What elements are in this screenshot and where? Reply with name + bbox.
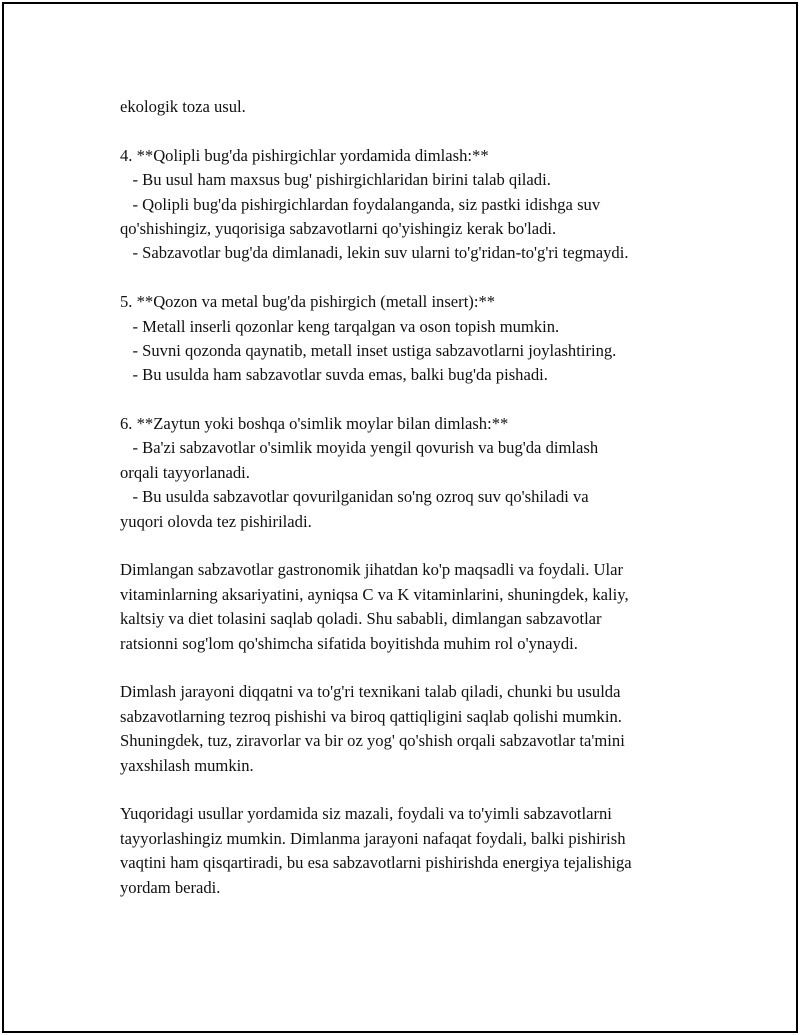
list-item-line: - Suvni qozonda qaynatib, metall inset ustiga sabzavotlarni joylashtiring. (120, 340, 617, 360)
text-line: vitaminlarning aksariyatini, ayniqsa C va K vitaminlarini, shuningdek, kaliy, (120, 584, 629, 604)
paragraph-gap (120, 266, 720, 290)
text-line: Yuqoridagi usullar yordamida siz mazali, foydali va to'yimli sabzavotlarni (120, 804, 612, 824)
list-heading: 6. **Zaytun yoki boshqa o'simlik moylar bilan dimlash:** (120, 414, 509, 434)
text-line: Dimlangan sabzavotlar gastronomik jihatdan ko'p maqsadli va foydali. Ular (120, 560, 623, 580)
method-5-block (120, 290, 720, 388)
list-item-line: - Bu usul ham maxsus bug' pishirgichlaridan birini talab qiladi. (120, 170, 551, 190)
method-6-block (120, 412, 720, 534)
method-4-block (120, 144, 720, 266)
text-line: vaqtini ham qisqartiradi, bu esa sabzavotlarni pishirishda energiya tejalishiga (120, 853, 632, 873)
document-body (120, 95, 720, 900)
text-line: tayyorlashingiz mumkin. Dimlanma jarayoni nafaqat foydali, balki pishirish (120, 828, 626, 848)
text-line: sabzavotlarning tezroq pishishi va biroq qattiqligini saqlab qolishi mumkin. (120, 706, 622, 726)
text-line: Dimlash jarayoni diqqatni va to'g'ri texnikani talab qiladi, chunki bu usulda (120, 682, 621, 702)
list-heading: 4. **Qolipli bug'da pishirgichlar yordamida dimlash:** (120, 145, 489, 165)
text-line: Shuningdek, tuz, ziravorlar va bir oz yog' qo'shish orqali sabzavotlar ta'mini (120, 731, 625, 751)
paragraph-gap (120, 656, 720, 680)
list-item-line: - Bu usulda ham sabzavotlar suvda emas, balki bug'da pishadi. (120, 365, 548, 385)
list-item-line: orqali tayyorlanadi. (120, 462, 250, 482)
paragraph-gap (120, 388, 720, 412)
text-line: yordam beradi. (120, 877, 221, 897)
paragraph-gap (120, 119, 720, 143)
list-item-line: - Ba'zi sabzavotlar o'simlik moyida yengil qovurish va bug'da dimlash (120, 438, 599, 458)
benefits-paragraph (120, 558, 720, 656)
list-item-line: yuqori olovda tez pishiriladi. (120, 511, 312, 531)
text-line: ekologik toza usul. (120, 97, 246, 116)
list-item-line: - Bu usulda sabzavotlar qovurilganidan so'ng ozroq suv qo'shiladi va (120, 487, 589, 507)
list-item-line: - Metall inserli qozonlar keng tarqalgan va oson topish mumkin. (120, 316, 560, 336)
paragraph-gap (120, 534, 720, 558)
text-line: yaxshilash mumkin. (120, 755, 254, 775)
list-item-line: qo'shishingiz, yuqorisiga sabzavotlarni qo'yishingiz kerak bo'ladi. (120, 218, 557, 238)
list-heading: 5. **Qozon va metal bug'da pishirgich (metall insert):** (120, 292, 496, 312)
conclusion-paragraph (120, 802, 720, 900)
technique-paragraph (120, 680, 720, 778)
document-page (2, 2, 798, 1033)
list-item-line: - Qolipli bug'da pishirgichlardan foydalanganda, siz pastki idishga suv (120, 194, 601, 214)
paragraph-gap (120, 778, 720, 802)
text-line: ratsionni sog'lom qo'shimcha sifatida boyitishda muhim rol o'ynaydi. (120, 633, 578, 653)
intro-tail-block (120, 95, 720, 119)
list-item-line: - Sabzavotlar bug'da dimlanadi, lekin suv ularni to'g'ridan-to'g'ri tegmaydi. (120, 243, 629, 263)
text-line: kaltsiy va diet tolasini saqlab qoladi. Shu sababli, dimlangan sabzavotlar (120, 609, 602, 629)
